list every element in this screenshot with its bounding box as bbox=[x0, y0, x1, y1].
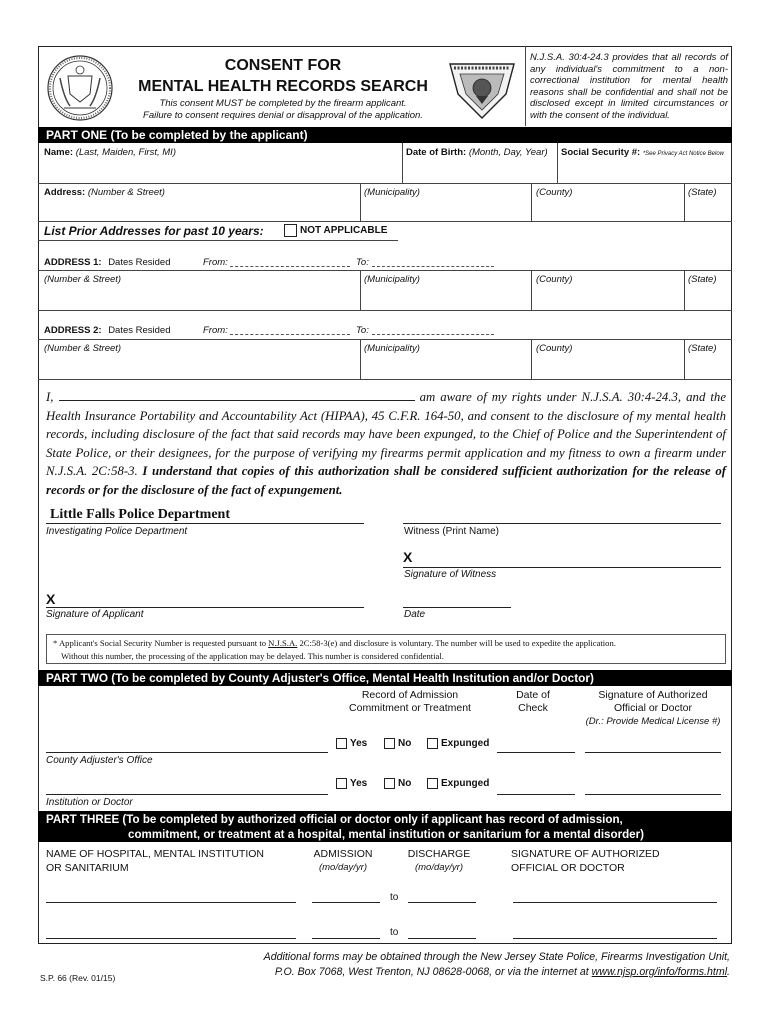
address2-street-label: (Number & Street) bbox=[44, 343, 122, 354]
hospital-name-input-2[interactable] bbox=[46, 938, 296, 939]
address1-divider bbox=[38, 270, 732, 271]
address1-dates-resided: Dates Resided bbox=[108, 257, 171, 268]
row-divider-address bbox=[38, 221, 732, 222]
address-label-text: Address: bbox=[44, 187, 86, 198]
admission-date-input-1[interactable] bbox=[312, 902, 380, 903]
county-yes-text: Yes bbox=[350, 738, 368, 750]
address2-county-label: (County) bbox=[536, 343, 573, 354]
date-check-line2: Check bbox=[518, 702, 548, 714]
address2-muni-divider bbox=[360, 339, 361, 379]
consent-prefix: I, bbox=[46, 390, 54, 404]
to-label-2: to bbox=[390, 927, 399, 938]
footer-text bbox=[232, 950, 730, 980]
row-divider-name bbox=[38, 183, 732, 184]
dob-label bbox=[406, 147, 548, 158]
institution-label: Institution or Doctor bbox=[46, 797, 133, 808]
address2-municipality-label: (Municipality) bbox=[364, 343, 420, 354]
witness-signature-input[interactable] bbox=[403, 567, 721, 568]
not-applicable-option[interactable] bbox=[284, 224, 387, 237]
admission-col-line1: ADMISSION bbox=[313, 848, 373, 860]
privacy-note-line1-b: 2C:58-3(e) and disclosure is voluntary. The number will be used to expedite the application. bbox=[299, 638, 616, 648]
nj-state-seal-icon bbox=[46, 54, 114, 122]
signature-col-header bbox=[578, 689, 728, 728]
address2-to-label: To: bbox=[356, 325, 369, 336]
institution-yes-option[interactable] bbox=[336, 778, 367, 789]
consent-paragraph bbox=[46, 388, 726, 500]
address2-street-input[interactable] bbox=[44, 356, 356, 376]
institution-expunged-checkbox[interactable] bbox=[427, 778, 438, 789]
to-label-1: to bbox=[390, 892, 399, 903]
part-two-heading: PART TWO (To be completed by County Adjuster's Office, Mental Health Institution and/or Doctor) bbox=[38, 670, 732, 686]
county-no-checkbox[interactable] bbox=[384, 738, 395, 749]
official-signature-line1: SIGNATURE OF AUTHORIZED bbox=[511, 848, 660, 860]
police-dept-value[interactable]: Little Falls Police Department bbox=[50, 507, 231, 522]
police-dept-label: Investigating Police Department bbox=[46, 526, 188, 537]
county-no-text: No bbox=[398, 738, 412, 750]
institution-no-text: No bbox=[398, 778, 412, 790]
address1-state-divider bbox=[684, 270, 685, 310]
witness-signature-label: Signature of Witness bbox=[404, 569, 497, 580]
footer-line2-end: . bbox=[727, 966, 730, 978]
ssn-label bbox=[561, 147, 724, 158]
address1-street-label: (Number & Street) bbox=[44, 274, 122, 285]
county-expunged-text: Expunged bbox=[441, 738, 490, 750]
police-dept-line bbox=[46, 523, 364, 524]
record-col-line2: Commitment or Treatment bbox=[349, 702, 471, 714]
form-subtitle-2: Failure to consent requires denial or disapproval of the application. bbox=[143, 110, 423, 121]
name-label bbox=[44, 147, 176, 158]
not-applicable-text: NOT APPLICABLE bbox=[300, 225, 388, 237]
state-input[interactable] bbox=[688, 200, 728, 218]
discharge-date-input-1[interactable] bbox=[408, 902, 476, 903]
county-yes-option[interactable] bbox=[336, 738, 367, 749]
privacy-note-line2: Without this number, the processing of the application may be delayed. This number is considered confidential. bbox=[61, 650, 444, 661]
privacy-note-statute-link: N.J.S.A. bbox=[268, 638, 298, 648]
institution-signature-input[interactable] bbox=[585, 794, 721, 795]
ssn-label-text: Social Security #: bbox=[561, 147, 641, 158]
address1-county-label: (County) bbox=[536, 274, 573, 285]
address1-bottom bbox=[38, 310, 732, 311]
part-three-heading bbox=[38, 811, 732, 842]
consent-bold-text: I understand that copies of this authorization shall be considered sufficient authorization for the release of records or for the disclosure of the fact of expungement. bbox=[46, 464, 726, 497]
county-signature-input[interactable] bbox=[585, 752, 721, 753]
county-expunged-checkbox[interactable] bbox=[427, 738, 438, 749]
county-label: (County) bbox=[536, 187, 573, 198]
address1-county-divider bbox=[531, 270, 532, 310]
county-expunged-option[interactable] bbox=[427, 738, 489, 749]
ssn-input[interactable] bbox=[561, 160, 729, 180]
privacy-note-line1 bbox=[53, 637, 719, 650]
privacy-note-line1-a: * Applicant's Social Security Number is requested pursuant to bbox=[53, 638, 267, 648]
address2-state-label: (State) bbox=[688, 343, 717, 354]
signature-col-note: (Dr.: Provide Medical License #) bbox=[585, 716, 721, 727]
date-label: Date bbox=[404, 609, 426, 620]
footer-line1: Additional forms may be obtained through the New Jersey State Police, Firearms Investigation Unit, bbox=[263, 951, 730, 963]
applicant-signature-input[interactable] bbox=[46, 607, 364, 608]
address2-label-text: ADDRESS 2: bbox=[44, 325, 102, 336]
form-title-line1: CONSENT FOR bbox=[224, 57, 342, 74]
footer-line2 bbox=[232, 965, 730, 980]
name-hint: (Last, Maiden, First, MI) bbox=[75, 147, 176, 158]
nj-state-police-badge-icon bbox=[446, 58, 518, 122]
county-adjuster-label: County Adjuster's Office bbox=[46, 755, 153, 766]
form-id: S.P. 66 (Rev. 01/15) bbox=[40, 973, 116, 983]
county-yes-checkbox[interactable] bbox=[336, 738, 347, 749]
part-three-heading-line1: PART THREE (To be completed by authorized official or doctor only if applicant has record of admission, bbox=[46, 813, 623, 826]
institution-input[interactable] bbox=[46, 794, 328, 795]
hospital-col-line1: NAME OF HOSPITAL, MENTAL INSTITUTION bbox=[46, 848, 264, 860]
address2-from-label: From: bbox=[203, 325, 228, 336]
not-applicable-checkbox[interactable] bbox=[284, 224, 297, 237]
municipality-input[interactable] bbox=[364, 200, 528, 218]
state-label: (State) bbox=[688, 187, 717, 198]
address2-from-input[interactable] bbox=[230, 334, 350, 335]
dob-input[interactable] bbox=[406, 160, 554, 180]
county-state-divider bbox=[684, 183, 685, 221]
county-date-check-input[interactable] bbox=[497, 752, 575, 753]
witness-print-input[interactable] bbox=[403, 523, 721, 524]
address2-dates-resided: Dates Resided bbox=[108, 325, 171, 336]
admission-date-input-2[interactable] bbox=[312, 938, 380, 939]
dob-label-text: Date of Birth: bbox=[406, 147, 467, 158]
admission-col-header bbox=[306, 847, 380, 875]
footer-line2-text: P.O. Box 7068, West Trenton, NJ 08628-0068, or via the internet at bbox=[274, 966, 589, 978]
institution-expunged-text: Expunged bbox=[441, 778, 490, 790]
prior-addresses-label: List Prior Addresses for past 10 years: bbox=[44, 224, 264, 238]
institution-expunged-option[interactable] bbox=[427, 778, 489, 789]
date-check-col-header bbox=[500, 689, 566, 715]
address1-street-input[interactable] bbox=[44, 287, 356, 307]
row-divider-prior bbox=[38, 240, 398, 241]
institution-no-checkbox[interactable] bbox=[384, 778, 395, 789]
county-adjuster-input[interactable] bbox=[46, 752, 328, 753]
hospital-name-input-1[interactable] bbox=[46, 902, 296, 903]
address2-divider bbox=[38, 339, 732, 340]
address2-county-divider bbox=[531, 339, 532, 379]
discharge-date-input-2[interactable] bbox=[408, 938, 476, 939]
address-hint: (Number & Street) bbox=[87, 187, 165, 198]
address1-label-text: ADDRESS 1: bbox=[44, 257, 102, 268]
address2-state-divider bbox=[684, 339, 685, 379]
address1-to-label: To: bbox=[356, 257, 369, 268]
address1-municipality-label: (Municipality) bbox=[364, 274, 420, 285]
county-input[interactable] bbox=[536, 200, 681, 218]
address-label bbox=[44, 187, 165, 198]
official-signature-line2: OFFICIAL OR DOCTOR bbox=[511, 862, 625, 874]
institution-date-check-input[interactable] bbox=[497, 794, 575, 795]
date-check-line1: Date of bbox=[516, 689, 550, 701]
header-divider bbox=[525, 46, 526, 126]
discharge-col-header bbox=[400, 847, 478, 875]
name-input[interactable] bbox=[44, 160, 398, 180]
witness-print-label: Witness (Print Name) bbox=[404, 526, 500, 537]
record-col-header bbox=[330, 689, 490, 715]
dob-ssn-divider bbox=[557, 143, 558, 183]
form-title-line2: MENTAL HEALTH RECORDS SEARCH bbox=[138, 78, 428, 95]
municipality-label: (Municipality) bbox=[364, 187, 420, 198]
admission-col-format: (mo/day/yr) bbox=[318, 862, 368, 873]
address1-from-label: From: bbox=[203, 257, 228, 268]
consent-name-blank[interactable] bbox=[59, 391, 415, 401]
discharge-col-format: (mo/day/yr) bbox=[414, 862, 464, 873]
address2-to-input[interactable] bbox=[372, 334, 494, 335]
address2-bottom bbox=[38, 379, 732, 380]
muni-county-divider bbox=[531, 183, 532, 221]
witness-x-mark: X bbox=[403, 549, 413, 565]
official-signature-col-header bbox=[511, 847, 660, 875]
privacy-note-box bbox=[46, 634, 726, 664]
address1-muni-divider bbox=[360, 270, 361, 310]
consent-text: am aware of my rights under N.J.S.A. 30:4-24.3, and the Health Insurance Portability and Accountability Act (HIPAA), 45 C.F.R. 164-50, and consent to the disclosure of my mental health records, including disclosure of the fact that said records may have been expunged, to the Chief of Police and the Superintendent of State Police, or their designees, for the purpose of verifying my firearms permit application and my fitness to own a firearm under N.J.S.A. 2C:58-3. bbox=[46, 390, 727, 479]
footer-forms-link[interactable]: www.njsp.org/info/forms.html bbox=[591, 966, 728, 978]
address-muni-divider bbox=[360, 183, 361, 221]
address1-label bbox=[44, 257, 171, 268]
county-no-option[interactable] bbox=[384, 738, 411, 749]
signature-col-line1: Signature of Authorized bbox=[598, 689, 708, 701]
institution-no-option[interactable] bbox=[384, 778, 411, 789]
address-input[interactable] bbox=[44, 200, 356, 218]
statute-note: N.J.S.A. 30:4-24.3 provides that all records of any individual's commitment to a non-correctional institution for mental health reasons shall be confidential and shall not be disclosed except in limited circumstances or with the consent of the individual. bbox=[530, 52, 728, 121]
address1-to-input[interactable] bbox=[372, 266, 494, 267]
institution-yes-text: Yes bbox=[350, 778, 368, 790]
part-one-heading: PART ONE (To be completed by the applicant) bbox=[38, 127, 732, 143]
hospital-col-line2: OR SANITARIUM bbox=[46, 862, 129, 874]
address1-state-label: (State) bbox=[688, 274, 717, 285]
address2-label bbox=[44, 325, 171, 336]
date-input[interactable] bbox=[403, 607, 511, 608]
record-col-line1: Record of Admission bbox=[361, 689, 459, 701]
applicant-x-mark: X bbox=[46, 591, 56, 607]
signature-col-line2: Official or Doctor bbox=[614, 702, 692, 714]
name-label-text: Name: bbox=[44, 147, 74, 158]
official-signature-input-1[interactable] bbox=[513, 902, 717, 903]
part-three-heading-line2: commitment, or treatment at a hospital, mental institution or sanitarium for a mental disorder) bbox=[128, 828, 645, 841]
name-dob-divider bbox=[402, 143, 403, 183]
applicant-signature-label: Signature of Applicant bbox=[46, 609, 144, 620]
address1-from-input[interactable] bbox=[230, 266, 350, 267]
hospital-col-header bbox=[46, 847, 264, 875]
ssn-note: *See Privacy Act Notice Below bbox=[642, 151, 724, 157]
discharge-col-line1: DISCHARGE bbox=[407, 848, 471, 860]
dob-hint: (Month, Day, Year) bbox=[468, 147, 548, 158]
institution-yes-checkbox[interactable] bbox=[336, 778, 347, 789]
form-subtitle-1: This consent MUST be completed by the firearm applicant. bbox=[159, 98, 407, 109]
official-signature-input-2[interactable] bbox=[513, 938, 717, 939]
